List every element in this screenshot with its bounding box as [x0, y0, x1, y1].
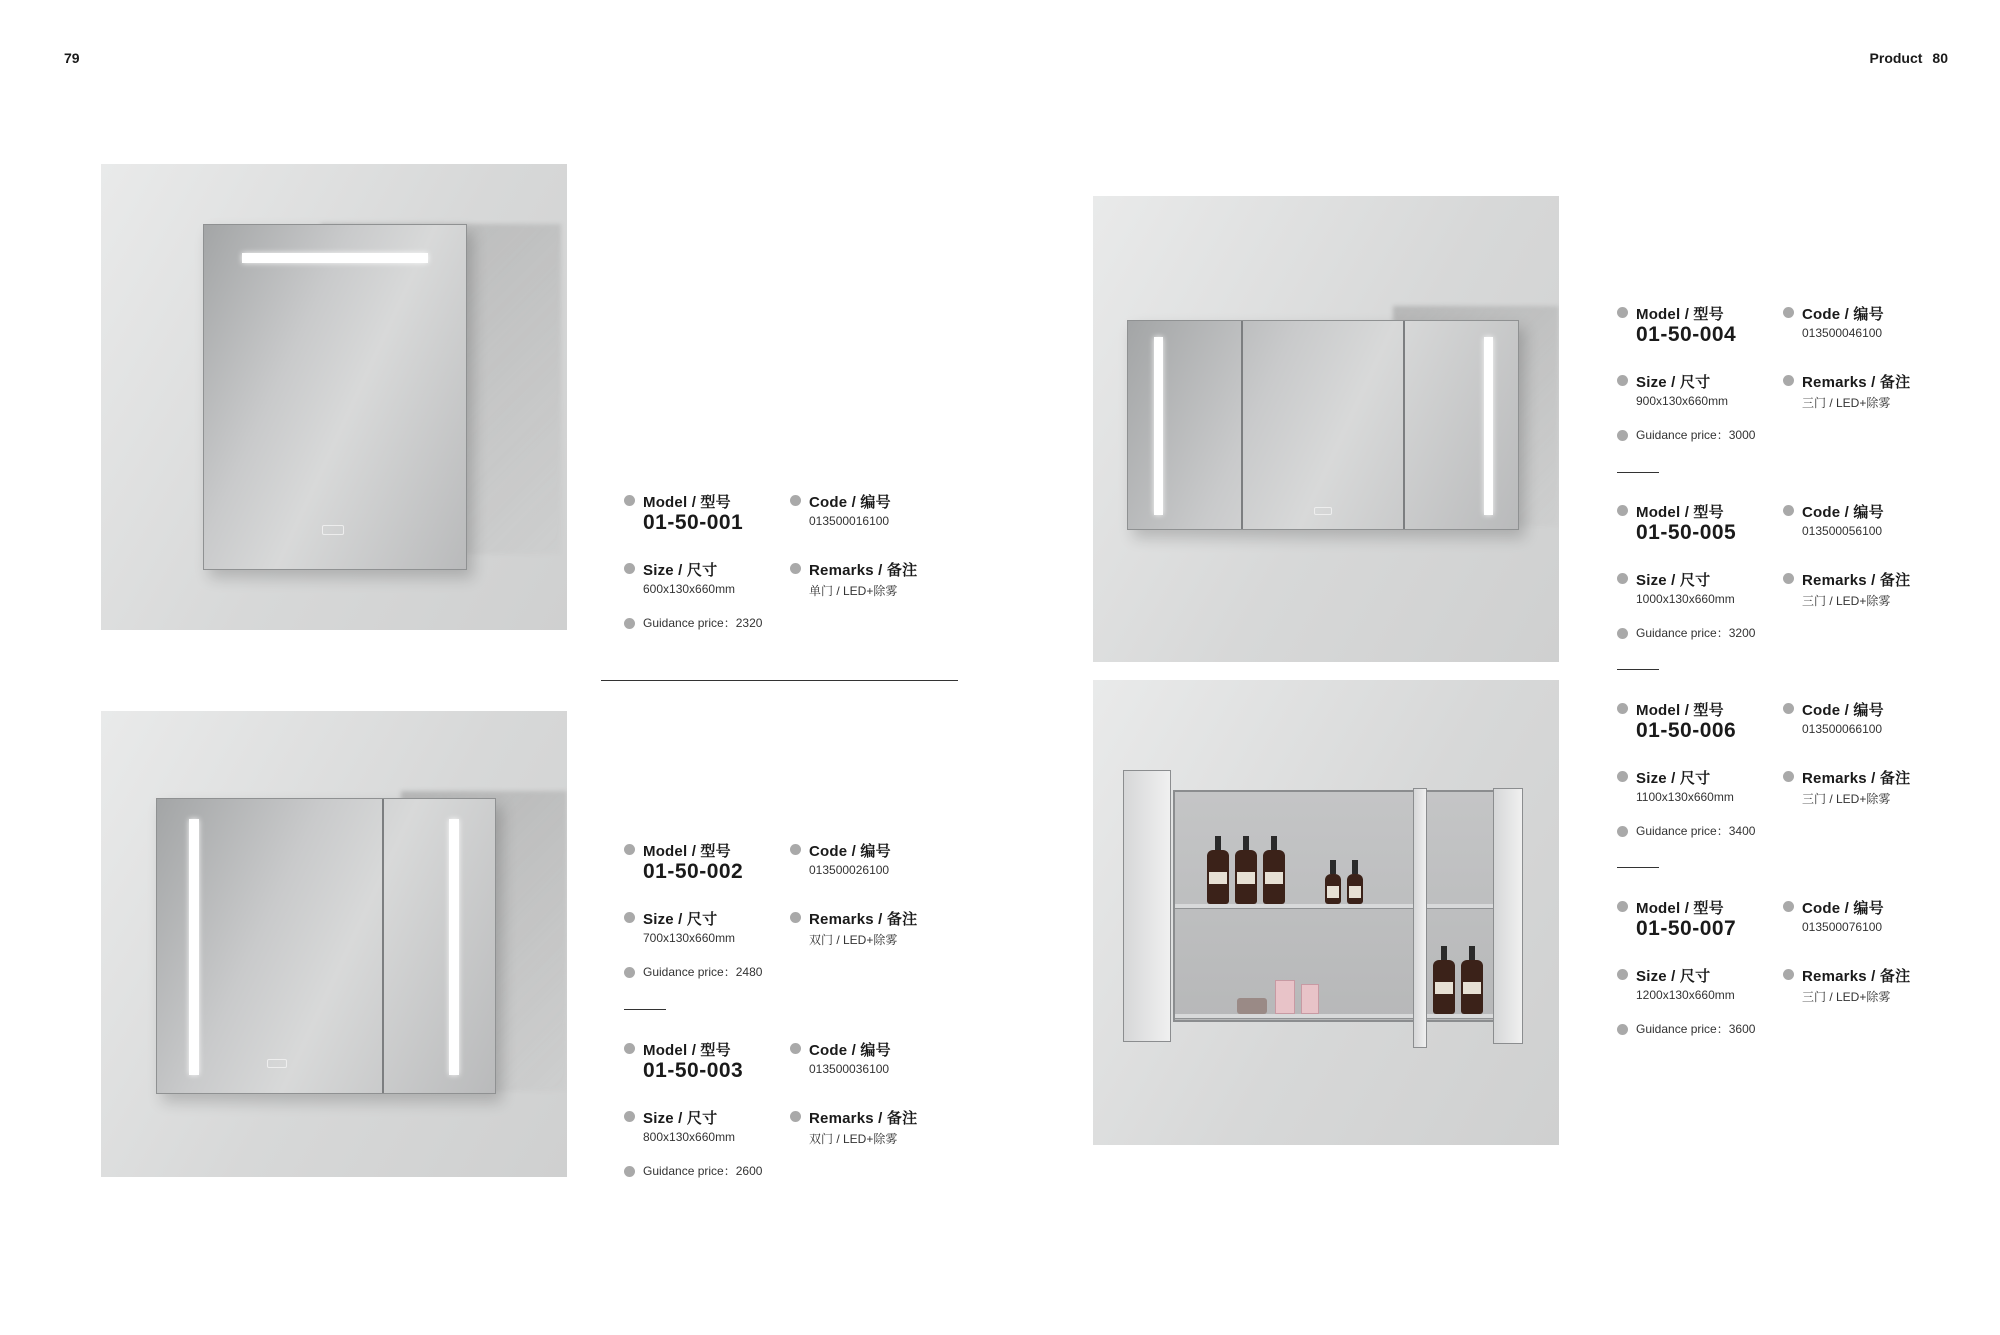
open-door-middle	[1413, 788, 1427, 1048]
size-value: 1200x130x660mm	[1636, 988, 1735, 1002]
remarks-label: Remarks / 备注	[809, 562, 918, 579]
price-field	[624, 1162, 824, 1182]
spec-block-01-50-006	[1617, 699, 1937, 849]
price-label: Guidance price：	[643, 1164, 736, 1178]
price-line	[1636, 426, 1755, 443]
price-label: Guidance price：	[1636, 1022, 1729, 1036]
price-field	[1617, 426, 1817, 446]
bullet-dot	[1617, 703, 1628, 714]
code-value: 013500056100	[1802, 524, 1883, 538]
mirror-cabinet	[203, 224, 467, 570]
bullet-dot	[1783, 375, 1794, 386]
price-field	[624, 963, 824, 983]
bullet-dot	[1617, 901, 1628, 912]
bullet-dot	[790, 495, 801, 506]
model-field	[1617, 501, 1777, 551]
bullet-dot	[1783, 573, 1794, 584]
led-strip	[242, 253, 428, 263]
section-divider	[601, 680, 958, 681]
model-label: Model / 型号	[643, 494, 731, 511]
code-field	[790, 840, 940, 890]
size-label: Size / 尺寸	[1636, 572, 1711, 589]
price-value: 3000	[1728, 428, 1756, 442]
code-label: Code / 编号	[1802, 900, 1884, 917]
spec-block-01-50-002	[624, 840, 944, 990]
price-label: Guidance price：	[1636, 824, 1729, 838]
page-header-right	[1870, 50, 1948, 66]
price-line	[1636, 624, 1755, 641]
door-seam-2	[1403, 321, 1405, 529]
shelf-lower	[1175, 1014, 1501, 1019]
door-seam	[382, 799, 384, 1093]
bullet-dot	[624, 912, 635, 923]
bullet-dot	[1617, 573, 1628, 584]
remarks-label: Remarks / 备注	[1802, 572, 1911, 589]
model-number: 01-50-007	[1636, 917, 1737, 940]
bottle	[1235, 850, 1257, 904]
model-field	[624, 840, 784, 890]
spec-divider	[1617, 472, 1659, 473]
size-field	[1617, 965, 1777, 1010]
size-value: 700x130x660mm	[643, 931, 736, 945]
code-label: Code / 编号	[809, 494, 891, 511]
size-label: Size / 尺寸	[1636, 968, 1711, 985]
size-field	[1617, 569, 1777, 614]
model-number: 01-50-005	[1636, 521, 1737, 544]
bullet-dot	[1783, 901, 1794, 912]
size-value: 900x130x660mm	[1636, 394, 1729, 408]
led-strip-right	[449, 819, 459, 1075]
model-label: Model / 型号	[643, 1042, 731, 1059]
size-label: Size / 尺寸	[643, 911, 718, 928]
model-number: 01-50-001	[643, 511, 744, 534]
model-number: 01-50-004	[1636, 323, 1737, 346]
remarks-field	[790, 1107, 950, 1152]
remarks-field	[1783, 371, 1943, 416]
model-number: 01-50-002	[643, 860, 744, 883]
bullet-dot	[1617, 969, 1628, 980]
model-label: Model / 型号	[1636, 504, 1724, 521]
code-field	[1783, 699, 1933, 749]
model-field	[1617, 699, 1777, 749]
model-label: Model / 型号	[1636, 702, 1724, 719]
size-field	[1617, 371, 1777, 416]
price-value: 2320	[735, 616, 763, 630]
remarks-value: 三门 / LED+除雾	[1802, 594, 1891, 608]
code-value: 013500036100	[809, 1062, 890, 1076]
spec-block-01-50-005	[1617, 501, 1937, 651]
remarks-label: Remarks / 备注	[1802, 374, 1911, 391]
remarks-value: 单门 / LED+除雾	[809, 584, 898, 598]
mirror-cabinet	[1127, 320, 1519, 530]
door-seam-1	[1241, 321, 1243, 529]
bullet-dot	[1783, 703, 1794, 714]
bullet-dot	[624, 1043, 635, 1054]
code-field	[1783, 303, 1933, 353]
remarks-value: 双门 / LED+除雾	[809, 1132, 898, 1146]
bottle	[1433, 960, 1455, 1014]
product-photo-double-door	[101, 711, 567, 1177]
bullet-dot	[1617, 307, 1628, 318]
bullet-dot	[790, 1111, 801, 1122]
remarks-value: 三门 / LED+除雾	[1802, 396, 1891, 410]
code-field	[790, 1039, 940, 1089]
price-field	[1617, 822, 1817, 842]
model-label: Model / 型号	[643, 843, 731, 860]
bottle	[1347, 874, 1363, 904]
price-field	[1617, 624, 1817, 644]
price-label: Guidance price：	[1636, 428, 1729, 442]
led-strip-left	[1154, 337, 1163, 515]
bullet-dot	[624, 563, 635, 574]
bullet-dot	[1617, 826, 1628, 837]
size-value: 1000x130x660mm	[1636, 592, 1735, 606]
code-label: Code / 编号	[1802, 306, 1884, 323]
price-line	[643, 614, 762, 631]
code-value: 013500046100	[1802, 326, 1883, 340]
bottle	[1207, 850, 1229, 904]
model-number: 01-50-003	[643, 1059, 744, 1082]
price-label: Guidance price：	[643, 616, 736, 630]
model-field	[1617, 897, 1777, 947]
model-number: 01-50-006	[1636, 719, 1737, 742]
price-label: Guidance price：	[1636, 626, 1729, 640]
code-label: Code / 编号	[809, 1042, 891, 1059]
spec-divider	[1617, 669, 1659, 670]
bullet-dot	[624, 967, 635, 978]
bullet-dot	[790, 912, 801, 923]
code-label: Code / 编号	[1802, 504, 1884, 521]
model-label: Model / 型号	[1636, 900, 1724, 917]
price-label: Guidance price：	[643, 965, 736, 979]
remarks-label: Remarks / 备注	[1802, 968, 1911, 985]
remarks-field	[790, 559, 950, 604]
touch-switch-icon	[1314, 507, 1332, 515]
code-field	[1783, 501, 1933, 551]
bullet-dot	[1617, 628, 1628, 639]
open-door-left	[1123, 770, 1171, 1042]
model-field	[624, 1039, 784, 1089]
mirror-cabinet	[156, 798, 496, 1094]
price-field	[1617, 1020, 1817, 1040]
shelf-upper	[1175, 904, 1501, 909]
page-number-left: 79	[64, 50, 80, 66]
price-value: 3600	[1728, 1022, 1756, 1036]
bullet-dot	[790, 844, 801, 855]
led-strip-left	[189, 819, 199, 1075]
price-line	[643, 963, 762, 980]
touch-switch-icon	[322, 525, 344, 535]
model-label: Model / 型号	[1636, 306, 1724, 323]
size-field	[624, 1107, 784, 1152]
code-label: Code / 编号	[1802, 702, 1884, 719]
price-value: 3400	[1728, 824, 1756, 838]
size-label: Size / 尺寸	[643, 1110, 718, 1127]
spec-block-01-50-001	[624, 491, 944, 641]
model-field	[624, 491, 784, 541]
spec-divider	[624, 1009, 666, 1010]
page-number-right: 80	[1932, 50, 1948, 66]
open-door-right	[1493, 788, 1523, 1044]
bullet-dot	[1617, 430, 1628, 441]
price-value: 2480	[735, 965, 763, 979]
size-label: Size / 尺寸	[643, 562, 718, 579]
bottle	[1263, 850, 1285, 904]
size-field	[1617, 767, 1777, 812]
code-value: 013500016100	[809, 514, 890, 528]
model-field	[1617, 303, 1777, 353]
remarks-value: 三门 / LED+除雾	[1802, 990, 1891, 1004]
size-field	[624, 908, 784, 953]
remarks-field	[1783, 965, 1943, 1010]
code-field	[790, 491, 940, 541]
code-value: 013500026100	[809, 863, 890, 877]
price-line	[643, 1162, 762, 1179]
perfume-bottle	[1301, 984, 1319, 1014]
remarks-field	[1783, 569, 1943, 614]
price-line	[1636, 1020, 1755, 1037]
bullet-dot	[1617, 1024, 1628, 1035]
jar	[1237, 998, 1267, 1014]
remarks-label: Remarks / 备注	[809, 1110, 918, 1127]
code-value: 013500076100	[1802, 920, 1883, 934]
bullet-dot	[1617, 771, 1628, 782]
cabinet-interior	[1173, 790, 1503, 1022]
price-value: 3200	[1728, 626, 1756, 640]
bullet-dot	[1783, 505, 1794, 516]
spec-block-01-50-004	[1617, 303, 1937, 453]
spec-block-01-50-003	[624, 1039, 944, 1189]
price-line	[1636, 822, 1755, 839]
size-value: 1100x130x660mm	[1636, 790, 1734, 804]
bullet-dot	[1617, 375, 1628, 386]
code-label: Code / 编号	[809, 843, 891, 860]
size-label: Size / 尺寸	[1636, 770, 1711, 787]
bullet-dot	[790, 1043, 801, 1054]
remarks-field	[790, 908, 950, 953]
bottle	[1461, 960, 1483, 1014]
size-value: 800x130x660mm	[643, 1130, 736, 1144]
bullet-dot	[624, 1111, 635, 1122]
code-value: 013500066100	[1802, 722, 1883, 736]
price-field	[624, 614, 824, 634]
product-photo-three-door-open	[1093, 680, 1559, 1145]
size-field	[624, 559, 784, 604]
spec-divider	[1617, 867, 1659, 868]
perfume-bottle	[1275, 980, 1295, 1014]
remarks-label: Remarks / 备注	[809, 911, 918, 928]
size-value: 600x130x660mm	[643, 582, 736, 596]
touch-switch-icon	[267, 1059, 287, 1068]
led-strip-right	[1484, 337, 1493, 515]
bullet-dot	[790, 563, 801, 574]
product-photo-three-door-closed	[1093, 196, 1559, 662]
remarks-value: 双门 / LED+除雾	[809, 933, 898, 947]
bullet-dot	[624, 1166, 635, 1177]
remarks-field	[1783, 767, 1943, 812]
price-value: 2600	[735, 1164, 763, 1178]
bullet-dot	[1617, 505, 1628, 516]
section-label: Product	[1869, 50, 1923, 66]
bullet-dot	[624, 495, 635, 506]
remarks-label: Remarks / 备注	[1802, 770, 1911, 787]
bullet-dot	[1783, 307, 1794, 318]
code-field	[1783, 897, 1933, 947]
size-label: Size / 尺寸	[1636, 374, 1711, 391]
spec-block-01-50-007	[1617, 897, 1937, 1047]
bullet-dot	[624, 618, 635, 629]
bullet-dot	[624, 844, 635, 855]
bullet-dot	[1783, 771, 1794, 782]
bottle	[1325, 874, 1341, 904]
remarks-value: 三门 / LED+除雾	[1802, 792, 1891, 806]
bullet-dot	[1783, 969, 1794, 980]
product-photo-single-door	[101, 164, 567, 630]
